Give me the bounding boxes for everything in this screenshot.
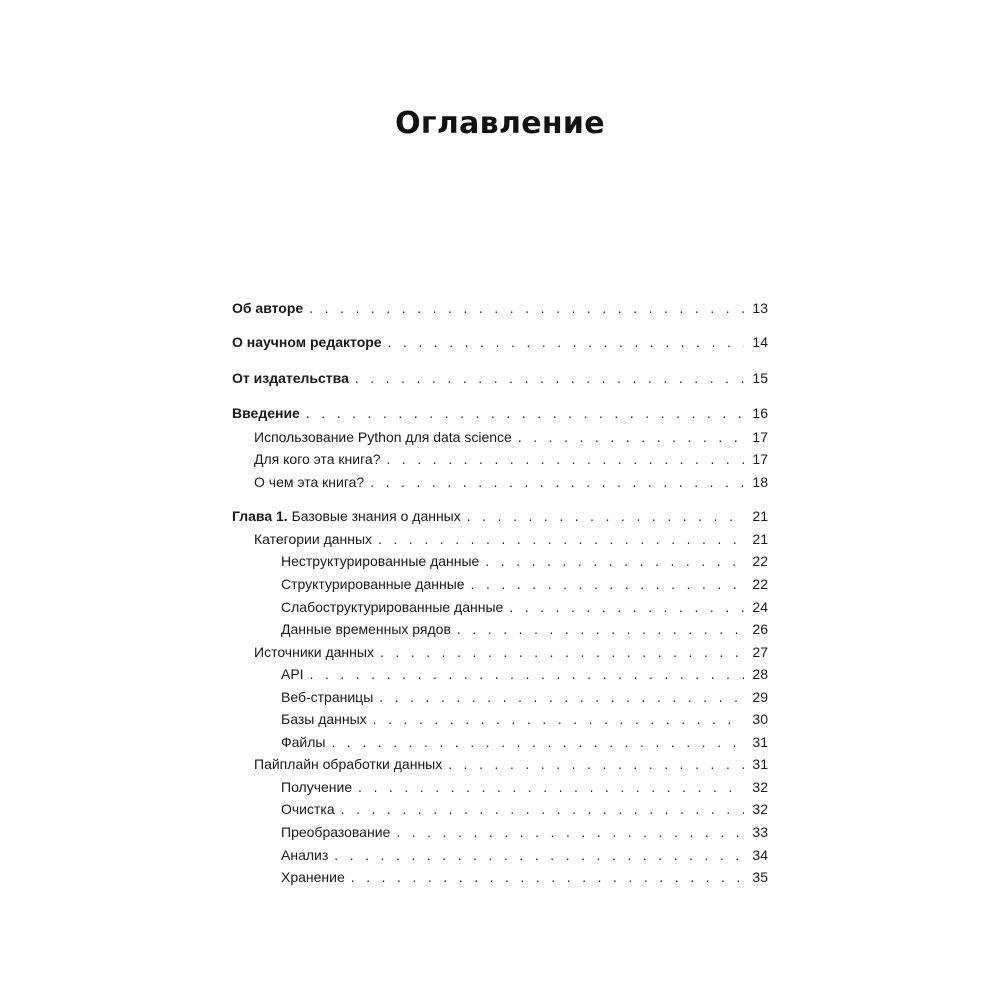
dot-leader <box>396 823 744 843</box>
dot-leader <box>448 755 744 775</box>
dot-leader <box>518 428 744 448</box>
toc-entry-chapter-1[interactable] <box>232 506 768 526</box>
toc-entry-page: 32 <box>752 779 768 795</box>
toc-entry-title: Веб-страницы <box>281 689 374 705</box>
dot-leader <box>358 778 744 798</box>
toc-entry-about-author[interactable] <box>232 298 768 318</box>
dot-leader <box>378 530 744 550</box>
toc-entry-time-series[interactable] <box>281 619 768 639</box>
toc-entry-title: Данные временных рядов <box>281 621 451 637</box>
toc-entry-page: 16 <box>752 405 768 421</box>
dot-leader <box>380 643 744 663</box>
toc-entry-title: Категории данных <box>254 531 373 547</box>
toc-entry-semistructured[interactable] <box>281 597 768 617</box>
dot-leader <box>351 868 744 888</box>
toc-entry-page: 15 <box>752 370 768 386</box>
toc-entry-data-categories[interactable] <box>254 529 768 549</box>
toc-entry-page: 28 <box>752 666 768 682</box>
toc-entry-title: Базы данных <box>281 711 367 727</box>
toc-entry-page: 21 <box>752 531 768 547</box>
dot-leader <box>341 800 744 820</box>
toc-entry-api[interactable] <box>281 664 768 684</box>
toc-entry-web-pages[interactable] <box>281 687 768 707</box>
toc-entry-transformation[interactable] <box>281 822 768 842</box>
toc-entry-page: 35 <box>752 869 768 885</box>
toc-entry-unstructured[interactable] <box>281 551 768 571</box>
toc-entry-page: 18 <box>752 474 768 490</box>
toc-entry-title: Получение <box>281 779 353 795</box>
dot-leader <box>373 710 744 730</box>
toc-entry-data-sources[interactable] <box>254 642 768 662</box>
toc-entry-page: 22 <box>752 576 768 592</box>
dot-leader <box>388 333 744 353</box>
dot-leader <box>471 575 744 595</box>
toc-entry-page: 24 <box>752 599 768 615</box>
toc-entry-page: 17 <box>752 451 768 467</box>
toc-entry-title: Для кого эта книга? <box>254 451 381 467</box>
dot-leader <box>334 846 744 866</box>
toc-entry-about-editor[interactable] <box>232 332 768 352</box>
toc-entry-page: 14 <box>752 334 768 350</box>
toc-entry-page: 17 <box>752 429 768 445</box>
toc-entry-page: 26 <box>752 621 768 637</box>
dot-leader <box>379 688 744 708</box>
dot-leader <box>306 404 744 424</box>
toc-entry-title: Файлы <box>281 734 326 750</box>
toc-entry-title: Очистка <box>281 801 335 817</box>
toc-entry-title: О научном редакторе <box>232 334 382 350</box>
toc-entry-title: Источники данных <box>254 644 374 660</box>
toc-entry-files[interactable] <box>281 732 768 752</box>
dot-leader <box>386 450 744 470</box>
dot-leader <box>370 473 744 493</box>
dot-leader <box>310 665 744 685</box>
toc-entry-who-for[interactable] <box>254 449 768 469</box>
toc-entry-page: 21 <box>752 508 768 524</box>
dot-leader <box>355 369 744 389</box>
dot-leader <box>309 299 744 319</box>
toc-entry-page: 22 <box>752 553 768 569</box>
toc-entry-title: Использование Python для data science <box>254 429 512 445</box>
toc-entry-page: 13 <box>752 300 768 316</box>
dot-leader <box>509 598 744 618</box>
toc-entry-python-ds[interactable] <box>254 427 768 447</box>
toc-entry-intro[interactable] <box>232 403 768 423</box>
toc-entry-title: Слабоструктурированные данные <box>281 599 504 615</box>
toc-entry-data-pipeline[interactable] <box>254 754 768 774</box>
toc-entry-page: 34 <box>752 847 768 863</box>
toc-entry-title: Введение <box>232 405 300 421</box>
toc-entry-title: Пайплайн обработки данных <box>254 756 443 772</box>
toc-entry-title: API <box>281 666 304 682</box>
toc-entry-page: 31 <box>752 756 768 772</box>
toc-entry-cleansing[interactable] <box>281 799 768 819</box>
page-title: Оглавление <box>395 106 605 141</box>
dot-leader <box>331 733 744 753</box>
toc-entry-title <box>232 506 461 526</box>
toc-entry-title: Об авторе <box>232 300 304 316</box>
toc-entry-title: От издательства <box>232 370 349 386</box>
toc-entry-storage[interactable] <box>281 867 768 887</box>
toc-entry-title: Хранение <box>281 869 345 885</box>
chapter-label: Глава 1. <box>232 508 288 524</box>
toc-entry-from-publisher[interactable] <box>232 368 768 388</box>
toc-entry-analysis[interactable] <box>281 845 768 865</box>
toc-entry-databases[interactable] <box>281 709 768 729</box>
toc-entry-title: Неструктурированные данные <box>281 553 480 569</box>
toc-entry-page: 29 <box>752 689 768 705</box>
dot-leader <box>467 507 744 527</box>
toc-entry-page: 30 <box>752 711 768 727</box>
toc-entry-title: Анализ <box>281 847 329 863</box>
toc-entry-what-about[interactable] <box>254 472 768 492</box>
toc-entry-structured[interactable] <box>281 574 768 594</box>
toc-entry-title: Структурированные данные <box>281 576 465 592</box>
toc-entry-title: О чем эта книга? <box>254 474 365 490</box>
chapter-title: Базовые знания о данных <box>291 508 461 524</box>
toc-entry-page: 32 <box>752 801 768 817</box>
toc-entry-page: 33 <box>752 824 768 840</box>
toc-entry-acquisition[interactable] <box>281 777 768 797</box>
dot-leader <box>485 552 744 572</box>
toc-entry-page: 31 <box>752 734 768 750</box>
dot-leader <box>457 620 744 640</box>
toc-entry-title: Преобразование <box>281 824 391 840</box>
toc-entry-page: 27 <box>752 644 768 660</box>
